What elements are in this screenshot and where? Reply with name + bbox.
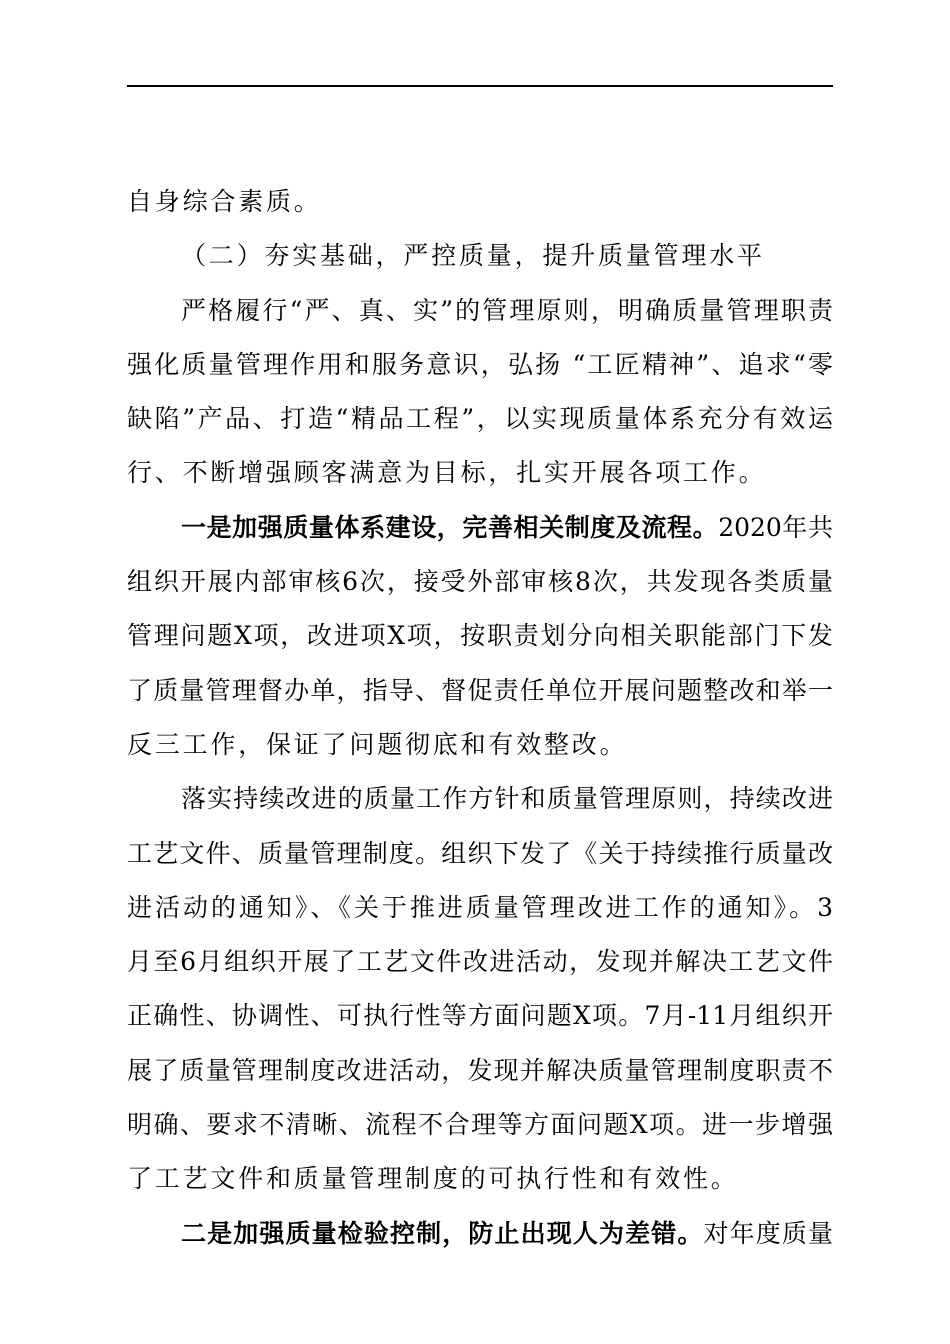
- paragraph-start-1: [127, 501, 833, 555]
- text-line-10: 了质量管理督办单，指导、督促责任单位开展问题整改和举一: [127, 675, 833, 705]
- bold-lead-1: 一是加强质量体系建设，完善相关制度及流程。: [181, 512, 719, 542]
- document-body: [127, 175, 833, 1261]
- text-line-5: 缺陷”产品、打造“精品工程”，以实现质量体系充分有效运: [127, 404, 833, 434]
- text-line-17: 展了质量管理制度改进活动，发现并解决质量管理制度职责不: [127, 1055, 833, 1085]
- text-line-18: 明确、要求不清晰、流程不合理等方面问题X项。进一步增强: [127, 1110, 833, 1140]
- text-continuation-2: 对年度质量: [703, 1218, 833, 1248]
- text-line-15: 月至6月组织开展了工艺文件改进活动，发现并解决工艺文件: [127, 947, 833, 977]
- text-line-3: 严格履行“严、真、实”的管理原则，明确质量管理职责: [181, 295, 833, 325]
- text-line-14: 进活动的通知》、《关于推进质量管理改进工作的通知》。3: [127, 892, 833, 922]
- text-line-11: 反三工作，保证了问题彻底和有效整改。: [127, 729, 628, 759]
- text-line-12: 落实持续改进的质量工作方针和质量管理原则，持续改进: [181, 784, 833, 814]
- text-line-13: 工艺文件、质量管理制度。组织下发了《关于持续推行质量改: [127, 838, 833, 868]
- text-line-16: 正确性、协调性、可执行性等方面问题X项。7月-11月组织开: [127, 1001, 833, 1031]
- text-line-9: 管理问题X项，改进项X项，按职责划分向相关职能部门下发: [127, 621, 833, 651]
- text-line-19: 了工艺文件和质量管理制度的可执行性和有效性。: [127, 1164, 739, 1194]
- paragraph-start-2: [127, 1207, 833, 1261]
- text-line-6: 行、不断增强顾客满意为目标，扎实开展各项工作。: [127, 458, 767, 488]
- text-line-4: 强化质量管理作用和服务意识，弘扬 “工匠精神”、追求“零: [127, 349, 833, 379]
- text-continuation-1: 2020年共: [718, 512, 833, 542]
- header-rule: [127, 85, 833, 87]
- text-line-1: 自身综合素质。: [127, 187, 322, 216]
- section-heading: （二）夯实基础，严控质量，提升质量管理水平: [181, 241, 765, 271]
- text-line-8: 组织开展内部审核6次，接受外部审核8次，共发现各类质量: [127, 567, 833, 597]
- bold-lead-2: 二是加强质量检验控制，防止出现人为差错。: [181, 1218, 704, 1248]
